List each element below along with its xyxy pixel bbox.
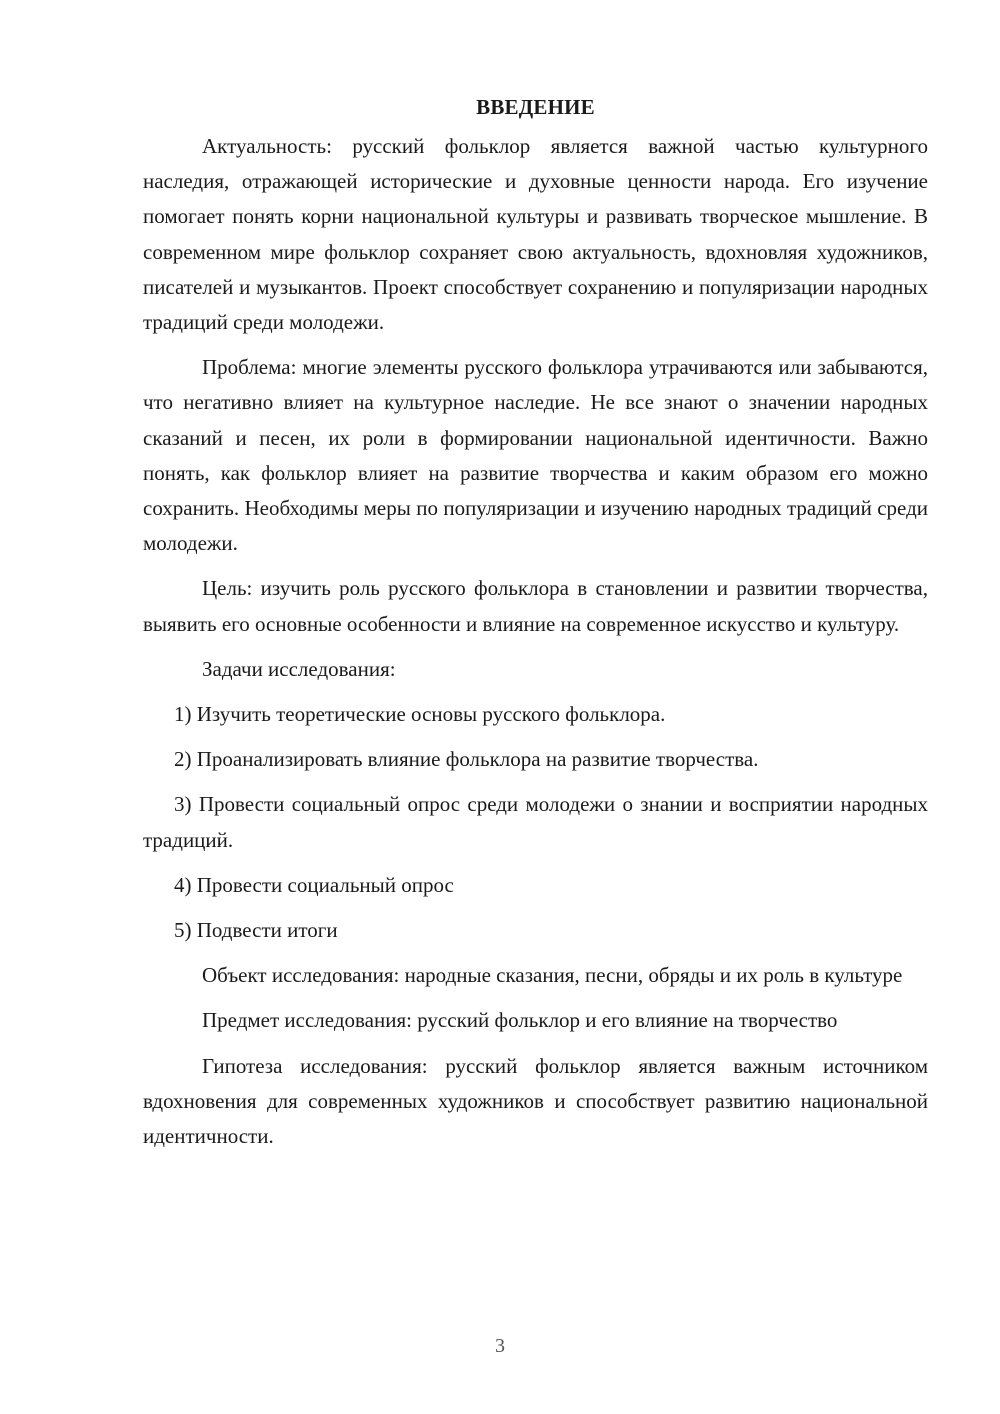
page-title: ВВЕДЕНИЕ xyxy=(476,95,595,119)
task-item: 4) Провести социальный опрос xyxy=(174,872,454,897)
task-item: 2) Проанализировать влияние фольклора на развитие творчества. xyxy=(174,747,759,772)
hypothesis-paragraph: Гипотеза исследования: русский фольклор является важным источником вдохновения для современных художников и способствует развитию национальной идентичности. xyxy=(143,1053,928,1149)
problem-paragraph: Проблема: многие элементы русского фольклора утрачиваются или забываются, что негативно влияет на культурное наследие. Не все знают о значении народных сказаний и песен, их роли в формировании национальной идентичности. Важно понять, как фольклор влияет на развитие творчества и каким образом его можно сохранить. Необходимы меры по популяризации и изучению народных традиций среди молодежи. xyxy=(143,355,928,556)
task-item: 5) Подвести итоги xyxy=(174,918,338,943)
document-page xyxy=(143,90,928,1154)
subject-paragraph: Предмет исследования: русский фольклор и его влияние на творчество xyxy=(202,1008,838,1033)
page-number: 3 xyxy=(495,1335,505,1357)
object-paragraph: Объект исследования: народные сказания, песни, обряды и их роль в культуре xyxy=(202,963,903,988)
task-item: 1) Изучить теоретические основы русского фольклора. xyxy=(174,702,666,727)
goal-paragraph: Цель: изучить роль русского фольклора в становлении и развитии творчества, выявить его основные особенности и влияние на современное искусство и культуру. xyxy=(143,576,928,636)
task-item: 3) Провести социальный опрос среди молодежи о знании и восприятии народных традиций. xyxy=(143,792,928,852)
relevance-paragraph: Актуальность: русский фольклор является важной частью культурного наследия, отражающей исторические и духовные ценности народа. Его изучение помогает понять корни национальной культуры и развивать творческое мышление. В современном мире фольклор сохраняет свою актуальность, вдохновляя художников, писателей и музыкантов. Проект способствует сохранению и популяризации народных традиций среди молодежи. xyxy=(143,134,928,335)
tasks-heading: Задачи исследования: xyxy=(202,656,396,681)
